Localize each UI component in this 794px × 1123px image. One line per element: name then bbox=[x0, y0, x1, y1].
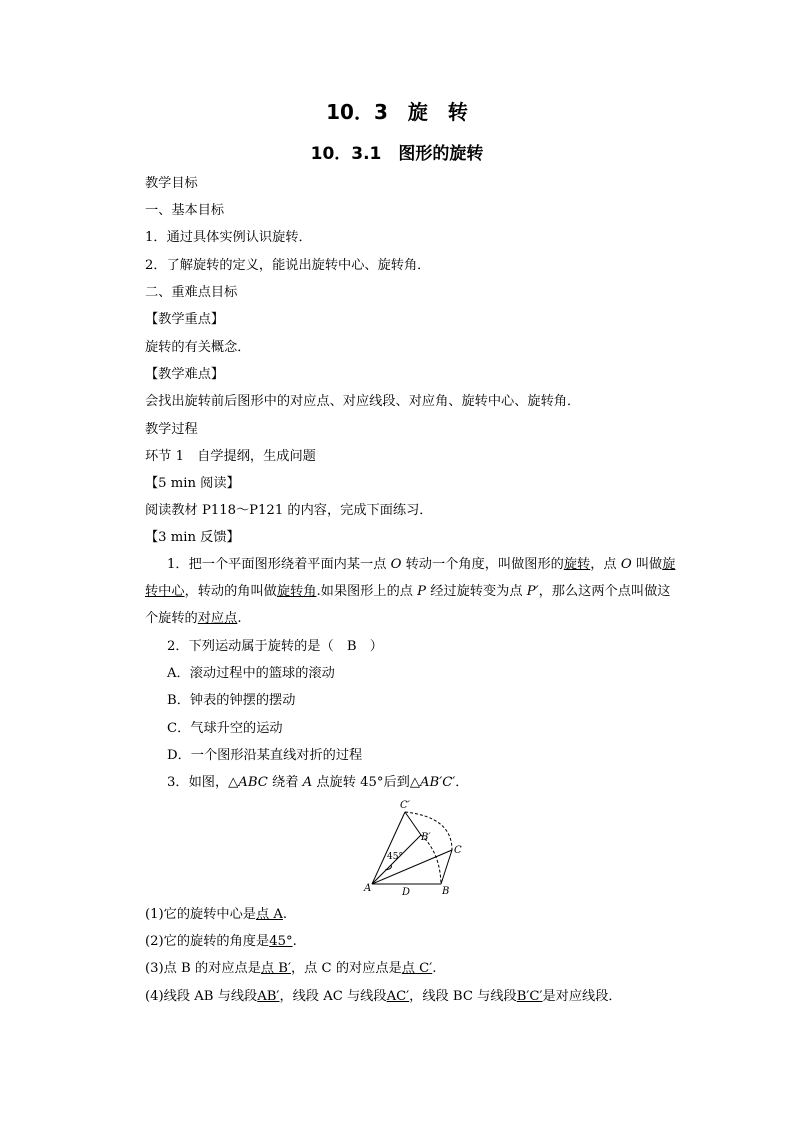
read-heading: 【5 min 阅读】 bbox=[145, 476, 240, 491]
label-b-prime: B′ bbox=[421, 832, 431, 843]
q3-sub-1: (1)它的旋转中心是点 A. bbox=[145, 907, 288, 922]
answer-blank: B′C′ bbox=[516, 989, 543, 1004]
difficult-heading: 【教学难点】 bbox=[145, 367, 225, 382]
segment-ac1 bbox=[372, 812, 405, 884]
label-a: A bbox=[364, 883, 372, 894]
q3-sub-3: (3)点 B 的对应点是点 B′，点 C 的对应点是点 C′. bbox=[145, 961, 437, 976]
goal-2: 2．了解旋转的定义，能说出旋转中心、旋转角． bbox=[145, 258, 431, 273]
q3-sub-2: (2)它的旋转的角度是45°. bbox=[145, 934, 297, 949]
q3-sub-4: (4)线段 AB 与线段AB′，线段 AC 与线段AC′，线段 BC 与线段B′C′是对应线段． bbox=[145, 989, 622, 1004]
q2-stem: 2．下列运动属于旋转的是（ B ） bbox=[167, 639, 383, 654]
label-angle: 45° bbox=[387, 852, 403, 862]
answer-blank: 点 C′ bbox=[401, 961, 433, 976]
q1-line-3: 个旋转的对应点. bbox=[145, 611, 242, 626]
segment-b1c1 bbox=[405, 812, 421, 835]
answer-blank: 转中心 bbox=[145, 584, 185, 599]
key-point-heading: 【教学重点】 bbox=[145, 312, 225, 327]
answer-blank: 旋 bbox=[662, 557, 676, 572]
segment-ac bbox=[372, 850, 452, 884]
label-c: C bbox=[454, 845, 462, 856]
label-d: D bbox=[402, 887, 411, 897]
q2-option-d: D．一个图形沿某直线对折的过程 bbox=[167, 748, 363, 763]
q2-option-c: C．气球升空的运动 bbox=[167, 721, 283, 736]
difficult-point: 会找出旋转前后图形中的对应点、对应线段、对应角、旋转中心、旋转角． bbox=[145, 394, 581, 409]
q2-option-a: A．滚动过程中的篮球的滚动 bbox=[167, 666, 335, 681]
rotation-figure bbox=[360, 797, 470, 897]
answer-blank: 45° bbox=[269, 934, 293, 949]
read-text: 阅读教材 P118～P121 的内容，完成下面练习． bbox=[145, 503, 433, 518]
answer-blank: AC′ bbox=[386, 989, 410, 1004]
basic-goals-heading: 一、基本目标 bbox=[145, 203, 225, 218]
process-heading: 教学过程 bbox=[145, 422, 198, 437]
feedback-heading: 【3 min 反馈】 bbox=[145, 530, 240, 545]
answer-blank: 旋转 bbox=[563, 557, 591, 572]
answer-blank: AB′ bbox=[257, 989, 280, 1004]
answer-blank: 对应点 bbox=[197, 611, 238, 626]
goals-heading: 教学目标 bbox=[145, 176, 198, 191]
q3-stem: 3．如图，△ABC 绕着 A 点旋转 45°后到△AB′C′． bbox=[167, 775, 469, 790]
key-point: 旋转的有关概念． bbox=[145, 340, 251, 355]
key-goals-heading: 二、重难点目标 bbox=[145, 285, 238, 300]
q1-line-2: 转中心，转动的角叫做旋转角.如果图形上的点 P 经过旋转变为点 P′，那么这两个点叫做这 bbox=[145, 584, 671, 599]
q2-option-b: B．钟表的钟摆的摆动 bbox=[167, 693, 296, 708]
page-subtitle: 10．3.1 图形的旋转 bbox=[310, 144, 484, 164]
q1-line-1: 1．把一个平面图形绕着平面内某一点 O 转动一个角度，叫做图形的旋转，点 O 叫做旋 bbox=[167, 557, 676, 572]
segment-bc bbox=[441, 850, 452, 884]
step-1: 环节 1 自学提纲，生成问题 bbox=[145, 449, 316, 464]
label-b: B bbox=[442, 886, 450, 897]
answer-blank: 旋转角 bbox=[276, 584, 317, 599]
goal-1: 1．通过具体实例认识旋转． bbox=[145, 230, 312, 245]
answer-blank: 点 B′ bbox=[260, 961, 291, 976]
answer-blank: 点 A bbox=[256, 907, 283, 922]
label-c-prime: C′ bbox=[400, 800, 410, 811]
page-title: 10．3 旋 转 bbox=[326, 100, 468, 124]
